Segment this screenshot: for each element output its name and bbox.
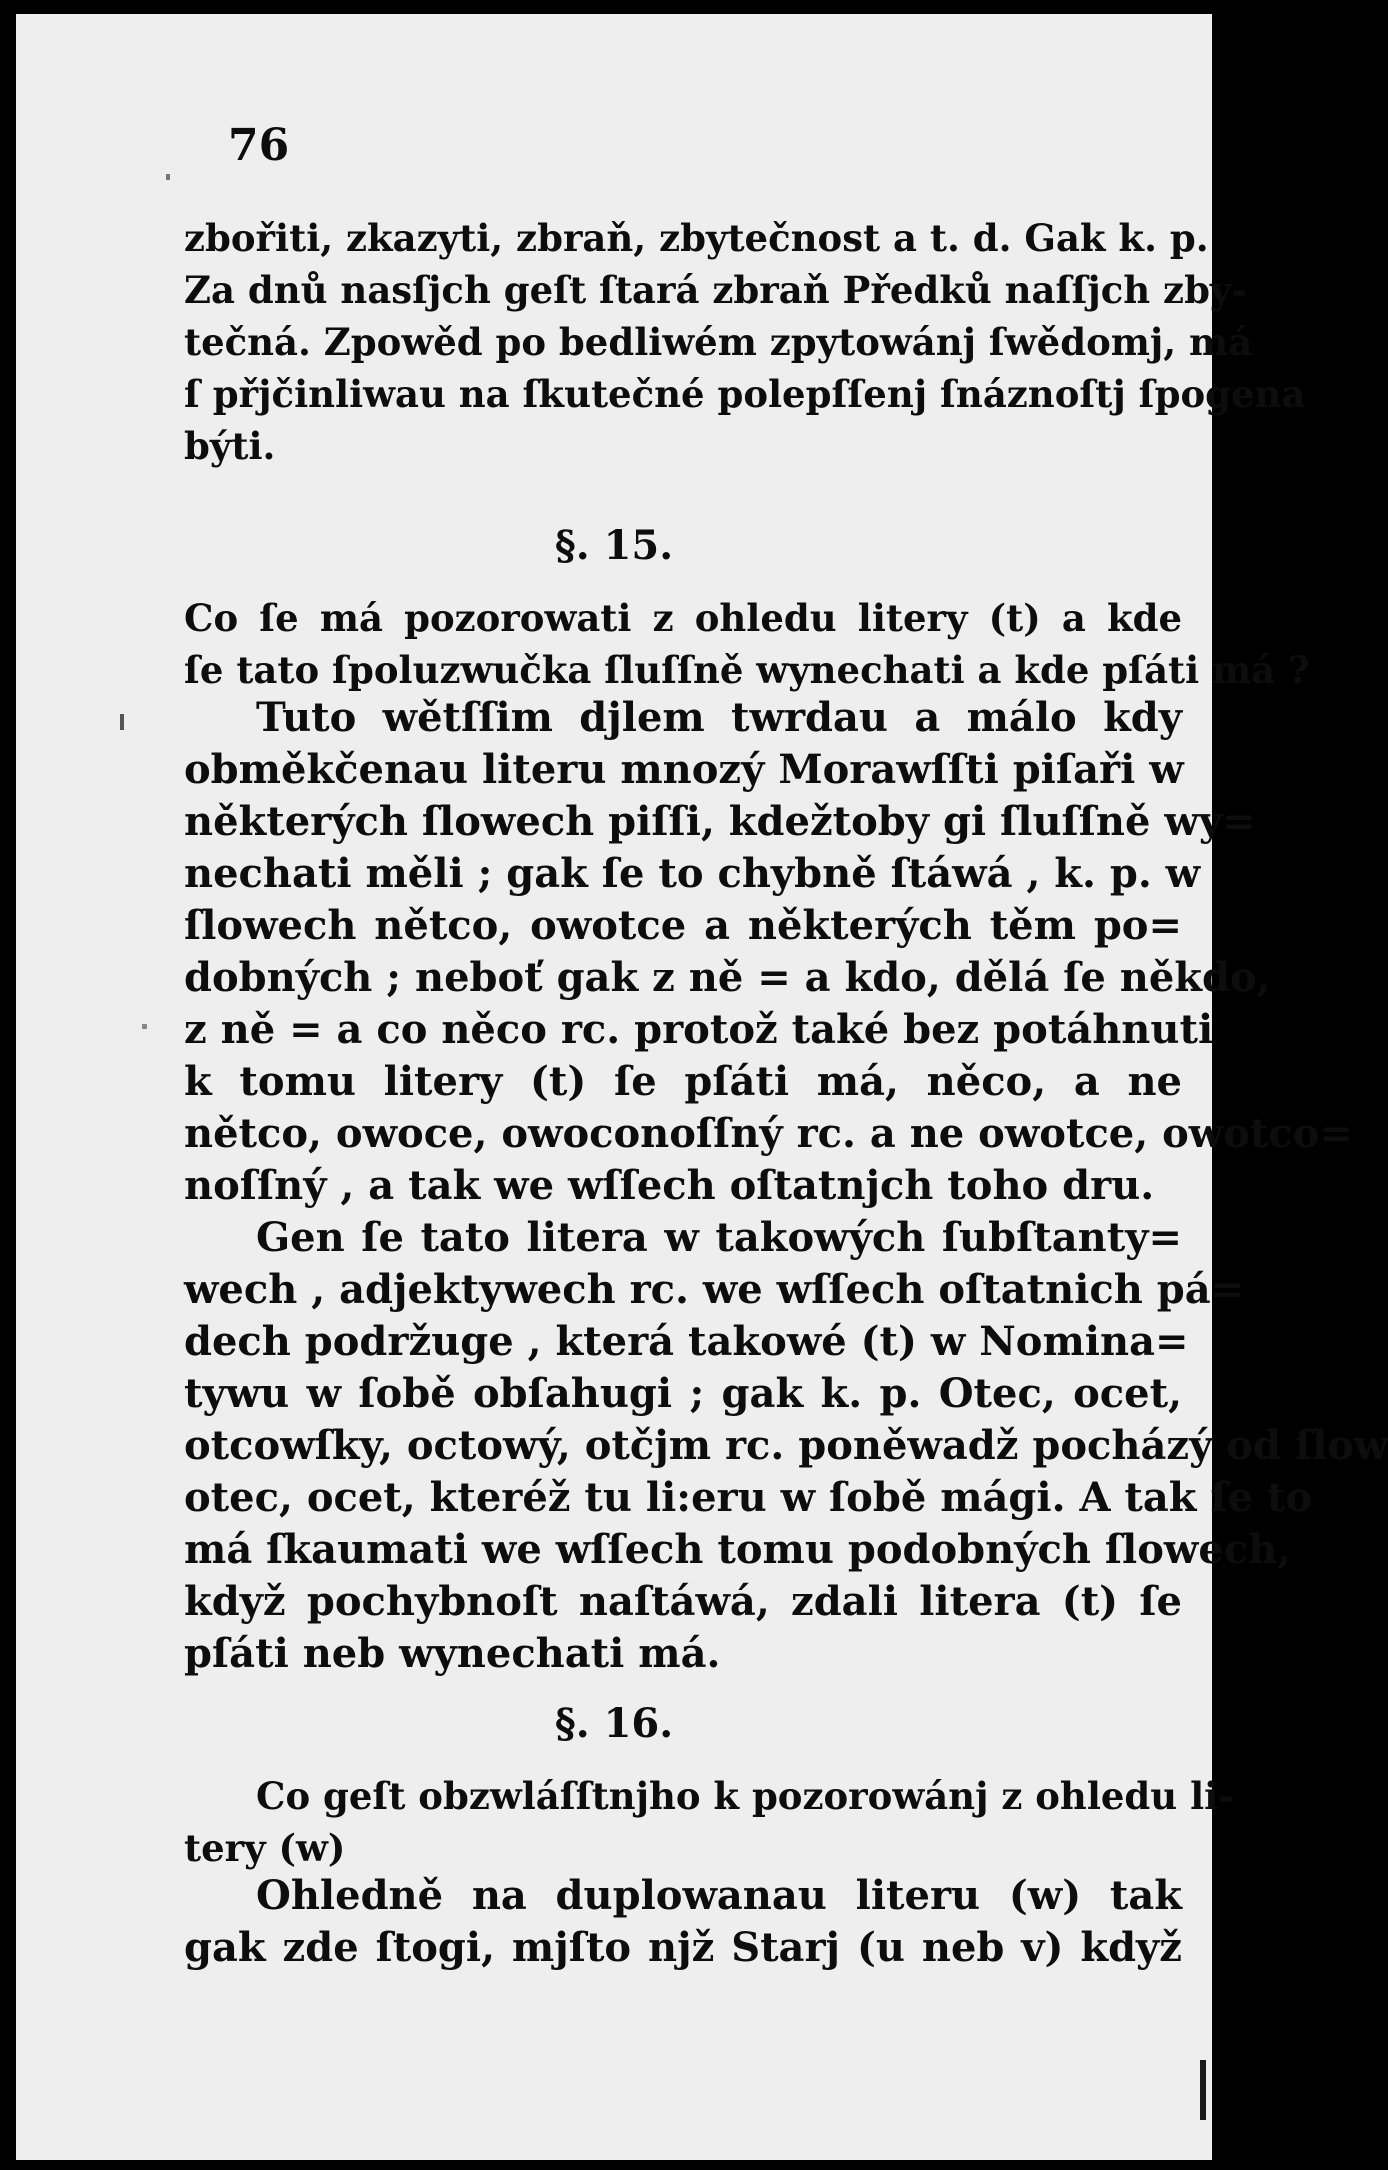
text-line: obměkčenau literu mnozý Morawſſti piſaři w xyxy=(184,746,1184,793)
section-15-question xyxy=(184,592,1310,696)
text-line: tywu w ſobě obſahugi ; gak k. p. Otec, ocet, xyxy=(184,1370,1182,1417)
section-heading-16: §. 16. xyxy=(554,1700,674,1747)
text-line: ſlowech nětco, owotce a některých těm po= xyxy=(184,902,1182,949)
question-line: ſe tato ſpoluzwučka ſluſſně wynechati a kde pſáti má ? xyxy=(184,648,1310,692)
section-15-body xyxy=(184,692,1388,1680)
text-line: gak zde ſtogi, mjſto njž Starj (u neb v) když xyxy=(184,1924,1182,1971)
document-page xyxy=(16,14,1388,2160)
text-line: noſſný , a tak we wſſech oſtatnjch toho dru. xyxy=(184,1162,1155,1209)
question-line: Co ſe má pozorowati z ohledu litery (t) a kde xyxy=(184,596,1182,640)
text-line: když pochybnoſt naſtáwá, zdali litera (t) ſe xyxy=(184,1578,1182,1625)
margin-speck xyxy=(120,714,124,730)
text-line: Tuto wětſſim djlem twrdau a málo kdy xyxy=(256,694,1182,741)
text-line: otec, ocet, kteréž tu li:eru w ſobě mági. A tak ſe to xyxy=(184,1474,1313,1521)
text-line: otcowſky, octowý, otčjm rc. poněwadž pocházý od ſlow xyxy=(184,1422,1388,1469)
text-line: dech podržuge , která takowé (t) w Nomina= xyxy=(184,1318,1189,1365)
text-line: Za dnů nasſjch geſt ſtará zbraň Předků naſſjch zby- xyxy=(184,268,1247,312)
text-line: nětco, owoce, owoconoſſný rc. a ne owotce, owotco= xyxy=(184,1110,1353,1157)
page-number: 76 xyxy=(228,120,290,171)
text-line: býti. xyxy=(184,424,276,468)
text-line: wech , adjektywech rc. we wſſech oſtatnich pá= xyxy=(184,1266,1245,1313)
text-line: některých ſlowech piſſi, kdežtoby gi ſluſſně wy= xyxy=(184,798,1256,845)
question-line: tery (w) xyxy=(184,1826,346,1870)
binding-edge-mark xyxy=(1200,2060,1206,2120)
text-line: nechati měli ; gak ſe to chybně ſtáwá , k. p. w xyxy=(184,850,1201,897)
text-line: má ſkaumati we wſſech tomu podobných ſlowech, xyxy=(184,1526,1292,1573)
paragraph-continuation xyxy=(184,212,1306,472)
question-line: Co geſt obzwláſſtnjho k pozorowánj z ohledu li- xyxy=(256,1774,1234,1818)
margin-speck xyxy=(142,1024,147,1029)
section-16-body xyxy=(184,1870,1182,1974)
text-line: ſ přjčinliwau na ſkutečné polepſſenj ſnáznoſtj ſpogena xyxy=(184,372,1306,416)
text-line: pſáti neb wynechati má. xyxy=(184,1630,721,1677)
text-line: k tomu litery (t) ſe pſáti má, něco, a ne xyxy=(184,1058,1182,1105)
section-heading-15: §. 15. xyxy=(554,522,674,569)
text-line: zbořiti, zkazyti, zbraň, zbytečnost a t. d. Gak k. p. xyxy=(184,216,1209,260)
text-line: dobných ; neboť gak z ně = a kdo, dělá ſe někdo, xyxy=(184,954,1271,1001)
text-line: Ohledně na duplowanau literu (w) tak xyxy=(256,1872,1182,1919)
text-line: tečná. Zpowěd po bedliwém zpytowánj ſwědomj, má xyxy=(184,320,1253,364)
section-16-question xyxy=(184,1770,1234,1874)
margin-speck xyxy=(166,174,170,180)
text-line: z ně = a co něco rc. protož také bez potáhnuti xyxy=(184,1006,1214,1053)
text-line: Gen ſe tato litera w takowých ſubſtanty= xyxy=(256,1214,1182,1261)
